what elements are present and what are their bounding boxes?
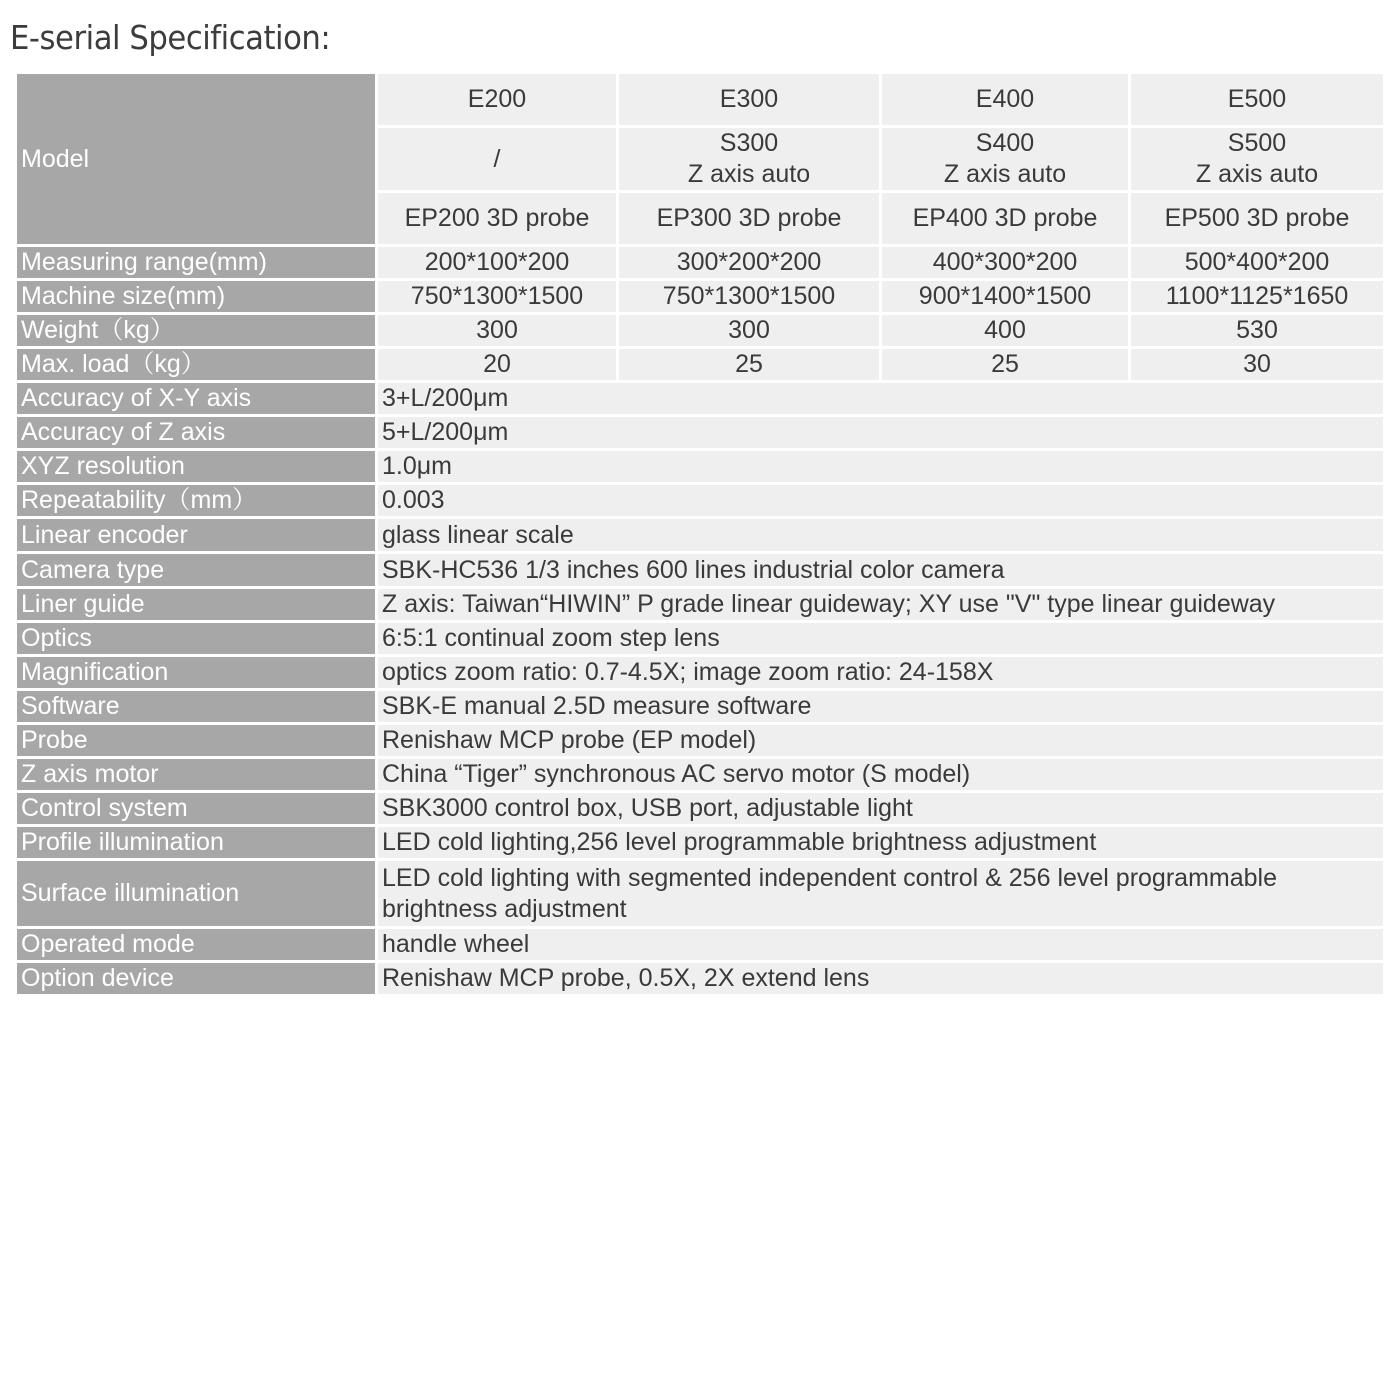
model-cell: E500 — [1131, 74, 1383, 125]
spec-row — [17, 589, 1383, 620]
row-label: Weight（kg） — [17, 315, 375, 346]
value-cell: 300*200*200 — [619, 247, 879, 278]
model-cell: E200 — [378, 74, 616, 125]
spec-row — [17, 759, 1383, 790]
value-cell: 300 — [619, 315, 879, 346]
model-cell: EP300 3D probe — [619, 193, 879, 244]
value-cell: 200*100*200 — [378, 247, 616, 278]
spec-row — [17, 451, 1383, 482]
value-cell: 400*300*200 — [882, 247, 1128, 278]
row-label: Machine size(mm) — [17, 281, 375, 312]
value-cell: SBK-E manual 2.5D measure software — [378, 691, 1383, 722]
spec-row — [17, 349, 1383, 380]
value-cell: 30 — [1131, 349, 1383, 380]
value-cell: 25 — [882, 349, 1128, 380]
spec-row — [17, 554, 1383, 586]
spec-row — [17, 485, 1383, 516]
value-cell: 1100*1125*1650 — [1131, 281, 1383, 312]
value-cell: SBK-HC536 1/3 inches 600 lines industrial color camera — [378, 554, 1383, 586]
spec-table — [14, 71, 1386, 997]
spec-row — [17, 691, 1383, 722]
value-cell: 750*1300*1500 — [378, 281, 616, 312]
row-label: Measuring range(mm) — [17, 247, 375, 278]
model-cell: EP500 3D probe — [1131, 193, 1383, 244]
row-label: Surface illumination — [17, 861, 375, 926]
row-label: Model — [17, 74, 375, 244]
spec-row — [17, 725, 1383, 756]
value-cell: 300 — [378, 315, 616, 346]
spec-row — [17, 963, 1383, 994]
spec-row — [17, 623, 1383, 654]
value-cell: SBK3000 control box, USB port, adjustable light — [378, 793, 1383, 824]
model-cell: EP400 3D probe — [882, 193, 1128, 244]
row-label: Option device — [17, 963, 375, 994]
row-label: Control system — [17, 793, 375, 824]
value-cell: optics zoom ratio: 0.7-4.5X; image zoom ratio: 24-158X — [378, 657, 1383, 688]
value-cell: Renishaw MCP probe, 0.5X, 2X extend lens — [378, 963, 1383, 994]
row-label: Software — [17, 691, 375, 722]
spec-row — [17, 315, 1383, 346]
spec-row — [17, 861, 1383, 926]
value-cell: 0.003 — [378, 485, 1383, 516]
row-label: XYZ resolution — [17, 451, 375, 482]
row-label: Accuracy of X-Y axis — [17, 383, 375, 414]
spec-row — [17, 247, 1383, 278]
model-cell: S500 Z axis auto — [1131, 128, 1383, 190]
row-label: Z axis motor — [17, 759, 375, 790]
row-label: Camera type — [17, 554, 375, 586]
model-cell: E300 — [619, 74, 879, 125]
row-label: Accuracy of Z axis — [17, 417, 375, 448]
model-cell: S400 Z axis auto — [882, 128, 1128, 190]
row-label: Liner guide — [17, 589, 375, 620]
value-cell: 750*1300*1500 — [619, 281, 879, 312]
row-label: Linear encoder — [17, 519, 375, 551]
spec-row — [17, 383, 1383, 414]
value-cell: 1.0μm — [378, 451, 1383, 482]
value-cell: 6:5:1 continual zoom step lens — [378, 623, 1383, 654]
spec-row — [17, 417, 1383, 448]
spec-row — [17, 929, 1383, 960]
value-cell: Renishaw MCP probe (EP model) — [378, 725, 1383, 756]
value-cell: 400 — [882, 315, 1128, 346]
row-label: Probe — [17, 725, 375, 756]
value-cell: 5+L/200μm — [378, 417, 1383, 448]
value-cell: handle wheel — [378, 929, 1383, 960]
value-cell: Z axis: Taiwan“HIWIN” P grade linear guideway; XY use "V" type linear guideway — [378, 589, 1383, 620]
row-label: Repeatability（mm） — [17, 485, 375, 516]
value-cell: 20 — [378, 349, 616, 380]
spec-row — [17, 519, 1383, 551]
value-cell: China “Tiger” synchronous AC servo motor (S model) — [378, 759, 1383, 790]
row-label: Optics — [17, 623, 375, 654]
row-label: Magnification — [17, 657, 375, 688]
row-label: Profile illumination — [17, 827, 375, 858]
model-cell: EP200 3D probe — [378, 193, 616, 244]
spec-row — [17, 281, 1383, 312]
value-cell: 3+L/200μm — [378, 383, 1383, 414]
value-cell: 900*1400*1500 — [882, 281, 1128, 312]
model-cell: / — [378, 128, 616, 190]
value-cell: LED cold lighting with segmented independent control & 256 level programmable brightness adjustment — [378, 861, 1383, 926]
spec-row — [17, 793, 1383, 824]
value-cell: 25 — [619, 349, 879, 380]
model-cell: E400 — [882, 74, 1128, 125]
row-label: Max. load（kg） — [17, 349, 375, 380]
value-cell: 530 — [1131, 315, 1383, 346]
page-title: E-serial Specification: — [10, 18, 331, 57]
row-label: Operated mode — [17, 929, 375, 960]
model-cell: S300 Z axis auto — [619, 128, 879, 190]
spec-row — [17, 657, 1383, 688]
spec-row — [17, 827, 1383, 858]
value-cell: glass linear scale — [378, 519, 1383, 551]
value-cell: 500*400*200 — [1131, 247, 1383, 278]
model-series-row — [17, 74, 1383, 125]
value-cell: LED cold lighting,256 level programmable brightness adjustment — [378, 827, 1383, 858]
